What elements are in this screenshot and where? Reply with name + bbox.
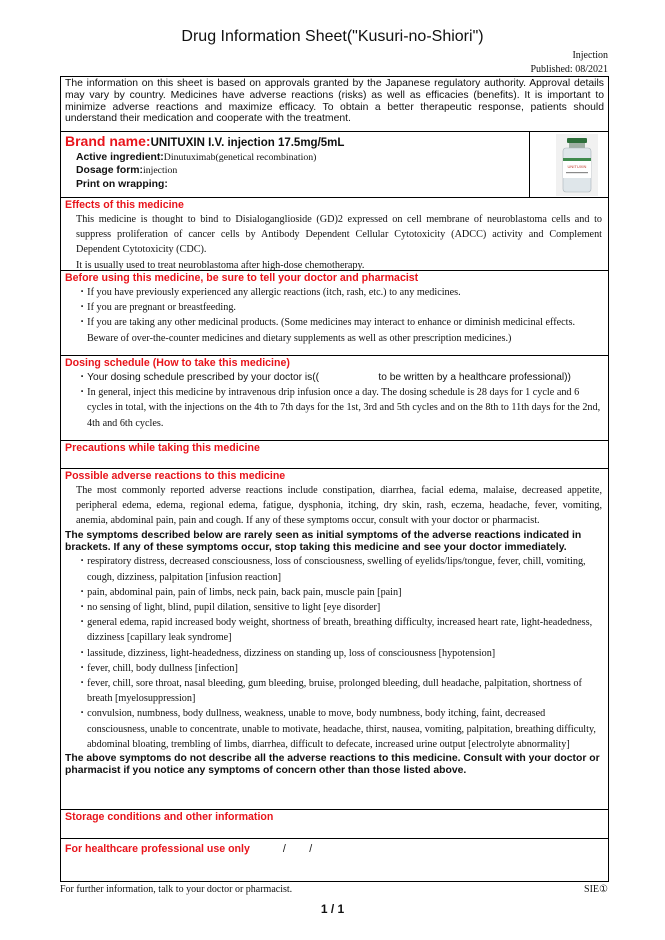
effects-heading: Effects of this medicine — [65, 199, 184, 211]
adverse-warning: The symptoms described below are rarely seen as initial symptoms of the adverse reactions indicated in brackets. If any of these symptoms occur, stop taking this medicine and see your doctor immediately. — [65, 529, 582, 554]
print-label: Print on wrapping: — [76, 178, 168, 190]
print-on-wrapping — [61, 178, 529, 191]
professional-line — [61, 839, 608, 856]
vial-image — [530, 132, 608, 197]
product-photo-cell — [529, 132, 608, 197]
before-heading: Before using this medicine, be sure to tell your doctor and pharmacist — [65, 272, 419, 284]
vial-label-text: UNITUXIN — [567, 164, 587, 169]
adverse-item: ・convulsion, numbness, body dullness, weakness, unable to move, body numbness, body itching, faint, decreased consciousness, unable to concentrate, unable to motivate, headache, thirst, nausea, vomiting, palpitation, breathing difficulty, abdominal bloating, trembling of limbs, diarrhea, difficult to defecate, increased urine output [electrolyte abnormality] — [77, 708, 596, 750]
route-label: Injection — [572, 50, 608, 61]
before-item: ・If you have previously experienced any allergic reactions (itch, rash, etc.) to any medicines. — [77, 287, 461, 298]
ingredient-value: Dinutuximab(genetical recombination) — [163, 152, 317, 163]
intro-text: The information on this sheet is based on approvals granted by the Japanese regulatory authority. Approval details may vary by country. Medicines have adverse reactions (risks) as well as efficacies (benefits). It is important to minimize adverse reactions and maximize efficacy. To obtain a better therapeutic response, patients should understand their medication and cooperate with the treatment. — [65, 78, 604, 125]
vial-neck — [569, 143, 585, 148]
adverse-item: ・respiratory distress, decreased consciousness, loss of consciousness, swelling of eyelids/lips/tongue, fever, chill, vomiting, cough, dizziness, palpitation [infusion reaction] — [77, 556, 586, 583]
before-section — [61, 270, 608, 355]
published-date: Published: 08/2021 — [530, 64, 608, 75]
document-title: Drug Information Sheet("Kusuri-no-Shiori") — [181, 28, 484, 45]
adverse-item: ・pain, abdominal pain, pain of limbs, neck pain, back pain, muscle pain [pain] — [77, 586, 402, 598]
adverse-closing: The above symptoms do not describe all the adverse reactions to this medicine. Consult with your doctor or pharmacist if you notice any symptoms of concern other than those listed above. — [65, 753, 600, 777]
footer-code: SIE① — [584, 884, 608, 895]
adverse-item: ・no sensing of light, blind, pupil dilation, sensitive to light [eye disorder] — [77, 602, 381, 614]
adverse-common: The most commonly reported adverse reactions include constipation, diarrhea, facial edema, malaise, decreased appetite, peripheral edema, edema, regional edema, fatigue, dysphonia, itching, dry skin, rash, eczema, headache, fever, vomiting, anemia, abdominal pain, pain and cough. If any of these symptoms occur, consult with your doctor or pharmacist. — [76, 485, 602, 527]
intro-section — [61, 77, 608, 131]
page-number: 1 / 1 — [320, 902, 345, 916]
dosing-heading: Dosing schedule (How to take this medicine) — [65, 357, 290, 369]
adverse-heading: Possible adverse reactions to this medicine — [65, 470, 286, 482]
precautions-heading: Precautions while taking this medicine — [65, 442, 260, 454]
brand-section — [61, 131, 608, 197]
info-sheet — [60, 76, 609, 882]
adverse-item: ・fever, chill, body dullness [infection] — [77, 662, 238, 674]
precautions-section — [61, 440, 608, 468]
before-item: ・If you are taking any other medicinal products. (Some medicines may interact to enhance or diminish medicinal effects. Beware of over-the-counter medicines and dietary supplements as well as other prescription medicines.) — [77, 317, 575, 344]
ingredient-label: Active ingredient: — [76, 152, 164, 163]
adverse-item: ・fever, chill, sore throat, nasal bleeding, gum bleeding, bruise, prolonged bleeding, dull headache, palpitation, shortness of breath [myelosuppression] — [77, 678, 582, 705]
active-ingredient — [61, 151, 529, 164]
vial-label-line — [566, 172, 588, 173]
effects-paragraph: This medicine is thought to bind to Disialoganglioside (GD)2 expressed on cell membrane of neuroblastoma cells and to suppress proliferation of cancer cells by Antibody Dependent Cellular Cytotoxicity (ADCC) activity and Complement Dependent Cytotoxicity (CDC). — [76, 214, 602, 256]
effects-usage: It is usually used to treat neuroblastoma after high-dose chemotherapy. — [76, 259, 365, 270]
brand-info — [61, 132, 529, 197]
adverse-section — [61, 468, 608, 809]
professional-heading: For healthcare professional use only — [65, 843, 250, 855]
brand-name: UNITUXIN I.V. injection 17.5mg/5mL — [150, 137, 345, 149]
dosage-form — [61, 164, 529, 177]
adverse-item: ・lassitude, dizziness, light-headedness, dizziness on standing up, loss of consciousness [hypotension] — [77, 647, 496, 659]
storage-heading: Storage conditions and other information — [65, 811, 274, 823]
brand-label: Brand name: — [65, 133, 151, 149]
dosing-general: ・In general, inject this medicine by intravenous drip infusion once a day. The dosing schedule is 28 days for 1 cycle and 6 cycles in total, with the injections on the 4th to 7th days for the 1st, 3rd and 5th cycles and on the 8th to 11th days for the 2nd, 4th and 6th cycles. — [77, 387, 601, 429]
footer-note: For further information, talk to your doctor or pharmacist. — [60, 884, 293, 895]
brand-line — [61, 132, 529, 151]
vial-label-band — [563, 158, 591, 161]
before-item: ・If you are pregnant or breastfeeding. — [77, 302, 236, 314]
dosage-form-label: Dosage form: — [76, 165, 143, 177]
date-blank: / / — [282, 843, 313, 855]
professional-section — [61, 838, 608, 883]
dosage-form-value: injection — [142, 165, 178, 177]
vial-cap — [567, 138, 587, 143]
adverse-item: ・general edema, rapid increased body weight, shortness of breath, breathing difficulty, increased heart rate, light-headedness, dizziness [capillary leak syndrome] — [77, 617, 593, 644]
effects-section — [61, 197, 608, 270]
dosing-prescribed: ・Your dosing schedule prescribed by your doctor is(( to be written by a healthcare professional)) — [77, 372, 571, 383]
dosing-section — [61, 355, 608, 440]
storage-section — [61, 809, 608, 838]
